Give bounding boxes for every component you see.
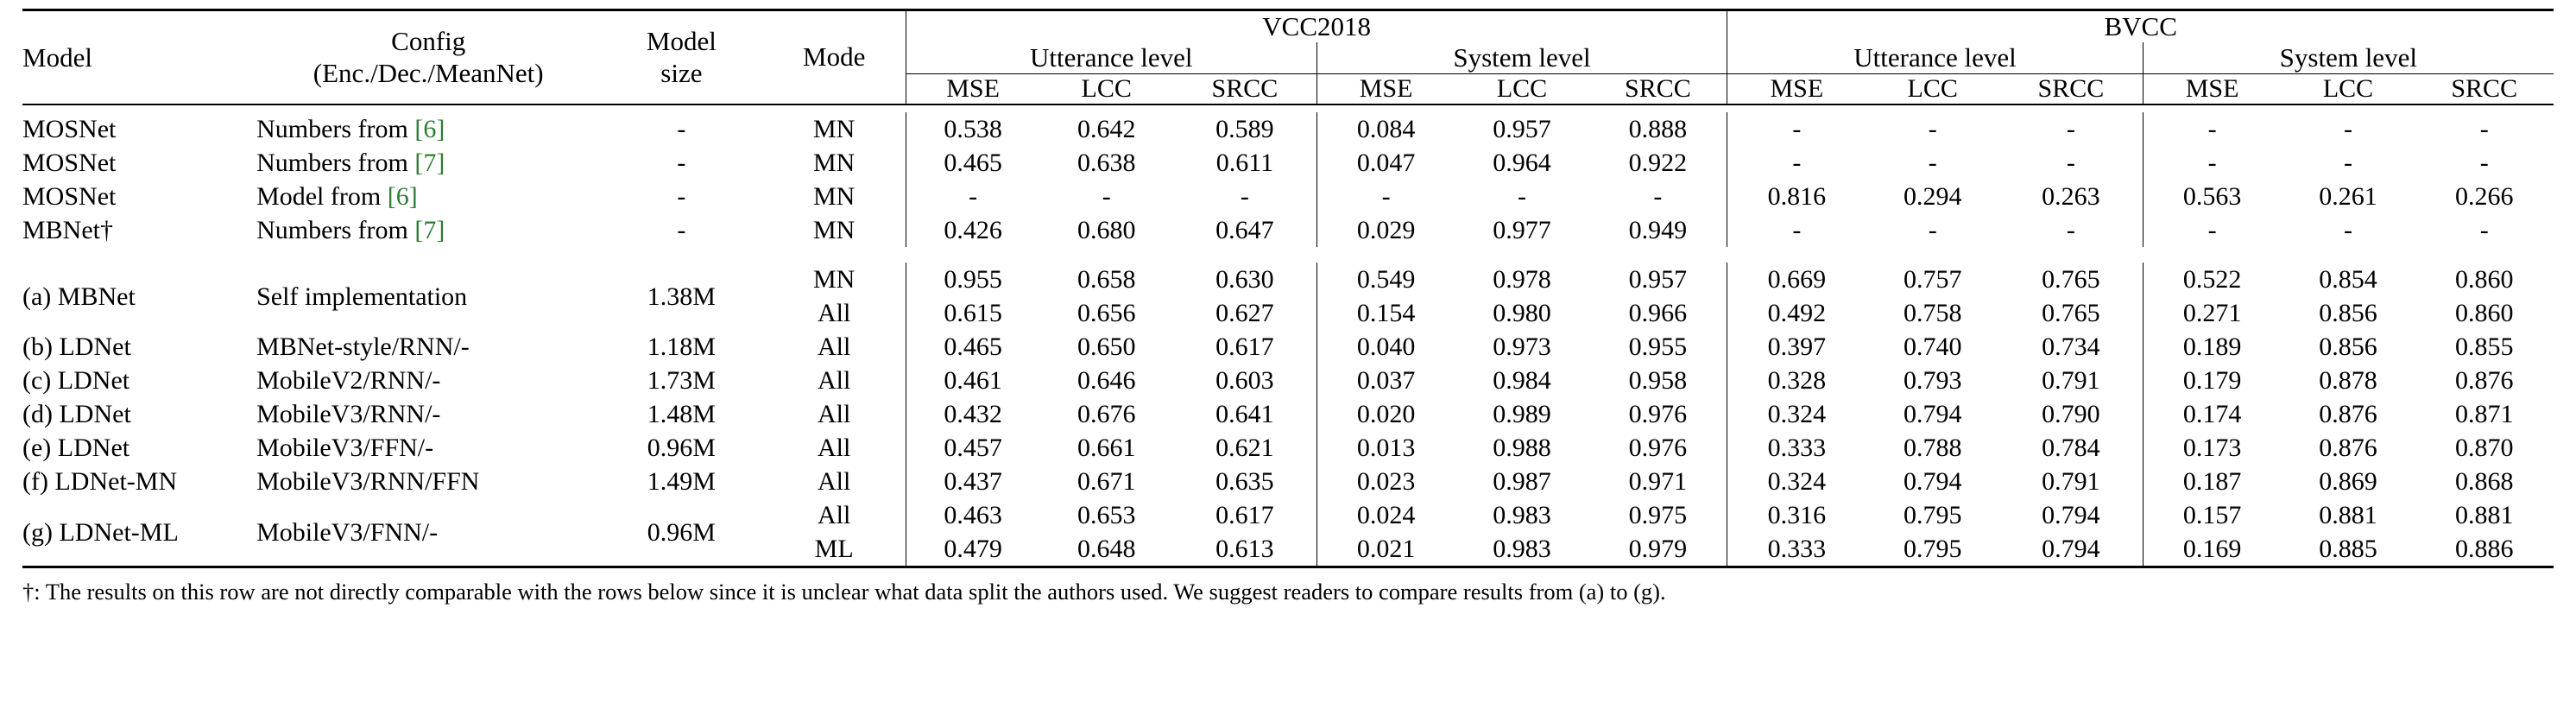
cell-value: - <box>1240 182 1249 211</box>
cell-value: 0.860 <box>2454 265 2514 294</box>
cell-value: 0.613 <box>1215 535 1274 563</box>
cell-value: 0.463 <box>906 498 1039 532</box>
cell-value: 0.084 <box>1316 112 1455 146</box>
cell-value: 0.794 <box>2042 501 2100 529</box>
cell-config: MobileV3/FFN/- <box>256 434 434 462</box>
cell-value: 0.333 <box>1727 431 1866 465</box>
cell-value: 0.641 <box>1215 400 1274 428</box>
cell-value: 0.886 <box>2454 535 2514 563</box>
cell-model-size: - <box>677 115 686 143</box>
cell-value: 0.647 <box>1215 216 1274 244</box>
cell-value: 0.617 <box>1215 501 1274 529</box>
cell-value: 0.538 <box>906 112 1039 146</box>
cell-mode: All <box>817 400 851 428</box>
cell-value: 0.869 <box>2319 467 2377 496</box>
cell-value: 0.871 <box>2454 400 2514 428</box>
header-model-size-line2: size <box>660 57 703 88</box>
cell-value: 0.023 <box>1316 465 1455 498</box>
cell-mode: MN <box>812 216 856 244</box>
cell-value: 0.860 <box>2454 299 2514 327</box>
cell-model: (e) LDNet <box>22 434 130 462</box>
cell-value: 0.611 <box>1215 149 1274 177</box>
header-dataset-vcc2018: VCC2018 <box>906 10 1727 43</box>
table-row <box>22 431 2554 465</box>
cell-value: 0.617 <box>1215 332 1274 361</box>
cell-value: 0.734 <box>2042 332 2100 361</box>
cell-value: 0.955 <box>906 263 1039 296</box>
cell-value: 0.615 <box>906 296 1039 330</box>
cell-value: 0.169 <box>2143 532 2281 567</box>
header-vcc2018-utterance-level: Utterance level <box>906 42 1316 74</box>
cell-model-size: - <box>677 216 686 244</box>
table-row <box>22 397 2554 431</box>
header-metric-bvcc-utt-lcc: LCC <box>1907 74 1958 103</box>
cell-value: - <box>2343 216 2352 244</box>
cell-value: 0.635 <box>1215 467 1274 496</box>
header-model: Model <box>22 10 256 105</box>
cell-value: 0.522 <box>2143 263 2281 296</box>
cell-value: 0.957 <box>1628 265 1688 294</box>
cell-mode: All <box>817 299 851 327</box>
header-metric-vcc-sys-srcc: SRCC <box>1625 74 1691 103</box>
cell-value: 0.973 <box>1493 332 1551 361</box>
cell-value: 0.765 <box>2042 299 2100 327</box>
header-config <box>256 10 600 105</box>
cell-value: 0.669 <box>1727 263 1866 296</box>
table-row <box>22 112 2554 146</box>
cell-model-size: - <box>677 182 686 211</box>
cell-value: 0.816 <box>1727 180 1866 213</box>
cell-model: (g) LDNet-ML <box>22 517 179 547</box>
cell-value: - <box>2066 149 2075 177</box>
cell-value: 0.856 <box>2319 299 2377 327</box>
citation-link[interactable]: [6] <box>387 182 418 211</box>
citation-link[interactable]: [7] <box>414 216 445 244</box>
header-bvcc-system-level: System level <box>2143 42 2554 74</box>
cell-config: MobileV3/RNN/FFN <box>256 467 480 496</box>
cell-value: 0.589 <box>1215 115 1274 143</box>
cell-value: 0.174 <box>2143 397 2281 431</box>
cell-value: 0.013 <box>1316 431 1455 465</box>
table-footnote: †: The results on this row are not directly comparable with the rows below since it is unclear what data split the authors used. We suggest readers to compare results from (a) to (g). <box>22 579 1666 605</box>
cell-model-size: 1.73M <box>647 366 716 395</box>
header-bvcc-utterance-level: Utterance level <box>1727 42 2143 74</box>
cell-value: 0.855 <box>2454 332 2514 361</box>
cell-value: 0.658 <box>1076 265 1136 294</box>
cell-value: 0.671 <box>1076 467 1136 496</box>
cell-value: 0.978 <box>1493 265 1551 294</box>
cell-value: 0.179 <box>2143 364 2281 397</box>
cell-value: - <box>2143 146 2281 180</box>
cell-value: - <box>1102 182 1111 211</box>
cell-value: 0.977 <box>1493 216 1551 244</box>
cell-value: - <box>906 180 1039 213</box>
header-config-line1: Config <box>391 25 466 56</box>
cell-value: - <box>2343 149 2352 177</box>
table-row <box>22 330 2554 364</box>
cell-model: MOSNet <box>22 149 117 177</box>
cell-value: - <box>1928 149 1937 177</box>
cell-mode: MN <box>812 182 856 211</box>
cell-value: 0.648 <box>1076 535 1136 563</box>
cell-value: 0.563 <box>2143 180 2281 213</box>
table-group-proposed <box>22 263 2554 567</box>
cell-mode: All <box>817 332 851 361</box>
cell-value: 0.955 <box>1628 332 1688 361</box>
cell-value: 0.958 <box>1628 366 1688 395</box>
cell-value: 0.627 <box>1215 299 1274 327</box>
cell-config: Numbers from [7] <box>256 149 445 177</box>
cell-config: Self implementation <box>256 282 468 311</box>
cell-value: 0.765 <box>2042 265 2100 294</box>
cell-value: 0.465 <box>906 146 1039 180</box>
cell-value: 0.794 <box>2042 535 2100 563</box>
cell-value: - <box>1316 180 1455 213</box>
cell-value: 0.791 <box>2042 366 2100 395</box>
cell-value: 0.020 <box>1316 397 1455 431</box>
table-group-baselines <box>22 112 2554 247</box>
cell-model-size: 1.38M <box>647 282 716 311</box>
cell-model: MBNet† <box>22 216 113 244</box>
cell-value: 0.040 <box>1316 330 1455 364</box>
header-metric-vcc-utt-srcc: SRCC <box>1211 74 1279 103</box>
results-table <box>22 9 2554 572</box>
cell-value: 0.024 <box>1316 498 1455 532</box>
header-metric-vcc-sys-mse: MSE <box>1316 74 1455 105</box>
cell-value: 0.922 <box>1628 149 1688 177</box>
cell-value: 0.676 <box>1076 400 1136 428</box>
cell-value: 0.757 <box>1903 265 1962 294</box>
table-row <box>22 263 2554 296</box>
cell-value: 0.888 <box>1628 115 1688 143</box>
cell-config: MBNet-style/RNN/- <box>256 332 470 361</box>
cell-value: 0.868 <box>2454 467 2514 496</box>
cell-model: (f) LDNet-MN <box>22 467 178 496</box>
cell-value: 0.795 <box>1903 501 1962 529</box>
cell-config: Model from [6] <box>256 182 418 211</box>
cell-value: 0.426 <box>906 213 1039 247</box>
cell-value: 0.154 <box>1316 296 1455 330</box>
cell-value: 0.878 <box>2319 366 2377 395</box>
cell-value: 0.479 <box>906 532 1039 567</box>
cell-value: 0.885 <box>2319 535 2377 563</box>
header-row-datasets <box>22 10 2554 43</box>
cell-value: 0.324 <box>1727 397 1866 431</box>
cell-value: 0.638 <box>1076 149 1136 177</box>
cell-value: - <box>1727 213 1866 247</box>
cell-value: 0.971 <box>1628 467 1688 496</box>
header-metric-vcc-sys-lcc: LCC <box>1496 74 1548 103</box>
citation-link[interactable]: [6] <box>414 115 445 143</box>
cell-value: 0.263 <box>2042 182 2100 211</box>
cell-model: (d) LDNet <box>22 400 131 428</box>
cell-value: 0.650 <box>1076 332 1136 361</box>
header-model-size <box>600 10 762 105</box>
cell-mode: MN <box>812 265 856 294</box>
header-mode: Mode <box>762 10 906 105</box>
cell-value: 0.979 <box>1628 535 1688 563</box>
cell-value: 0.975 <box>1628 501 1688 529</box>
cell-value: 0.457 <box>906 431 1039 465</box>
cell-config: MobileV3/RNN/- <box>256 400 441 428</box>
cell-value: - <box>1928 115 1937 143</box>
table-row <box>22 213 2554 247</box>
cell-model-size: 0.96M <box>647 517 716 547</box>
cell-value: - <box>2479 149 2489 177</box>
cell-value: - <box>1653 182 1663 211</box>
cell-value: 0.437 <box>906 465 1039 498</box>
cell-value: 0.630 <box>1215 265 1274 294</box>
cell-mode: All <box>817 366 851 395</box>
cell-value: 0.988 <box>1493 434 1551 462</box>
cell-value: 0.465 <box>906 330 1039 364</box>
cell-value: 0.157 <box>2143 498 2281 532</box>
cell-value: 0.029 <box>1316 213 1455 247</box>
cell-model: (c) LDNet <box>22 366 130 395</box>
cell-mode: All <box>817 501 851 529</box>
cell-value: 0.794 <box>1903 467 1962 496</box>
cell-mode: MN <box>812 149 856 177</box>
cell-value: 0.983 <box>1493 535 1551 563</box>
header-dataset-bvcc: BVCC <box>1727 10 2554 43</box>
cell-value: 0.189 <box>2143 330 2281 364</box>
citation-link[interactable]: [7] <box>414 149 445 177</box>
header-metric-bvcc-sys-srcc: SRCC <box>2451 74 2518 103</box>
cell-value: - <box>1727 146 1866 180</box>
cell-value: 0.870 <box>2454 434 2514 462</box>
header-config-line2: (Enc./Dec./MeanNet) <box>313 57 544 88</box>
group-gap <box>22 247 2554 263</box>
cell-value: 0.432 <box>906 397 1039 431</box>
cell-value: 0.680 <box>1076 216 1136 244</box>
cell-model: MOSNet <box>22 182 117 211</box>
cell-model: (a) MBNet <box>22 282 136 311</box>
cell-mode: All <box>817 467 851 496</box>
cell-value: 0.957 <box>1493 115 1551 143</box>
cell-value: 0.984 <box>1493 366 1551 395</box>
table-row <box>22 498 2554 532</box>
cell-value: 0.047 <box>1316 146 1455 180</box>
cell-value: 0.964 <box>1493 149 1551 177</box>
table-row <box>22 146 2554 180</box>
cell-value: 0.983 <box>1493 501 1551 529</box>
cell-value: 0.795 <box>1903 535 1962 563</box>
cell-value: - <box>2143 112 2281 146</box>
cell-value: 0.976 <box>1628 400 1688 428</box>
header-metric-vcc-utt-mse: MSE <box>906 74 1039 105</box>
header-metric-bvcc-utt-mse: MSE <box>1727 74 1866 105</box>
cell-value: 0.794 <box>1903 400 1962 428</box>
cell-value: - <box>1928 216 1937 244</box>
cell-value: 0.791 <box>2042 467 2100 496</box>
cell-model-size: 1.49M <box>647 467 716 496</box>
cell-value: 0.793 <box>1903 366 1962 395</box>
cell-value: 0.758 <box>1903 299 1962 327</box>
cell-value: 0.980 <box>1493 299 1551 327</box>
cell-value: 0.987 <box>1493 467 1551 496</box>
cell-value: 0.549 <box>1316 263 1455 296</box>
cell-value: 0.603 <box>1215 366 1274 395</box>
cell-mode: MN <box>812 115 856 143</box>
cell-model: (b) LDNet <box>22 332 131 361</box>
cell-value: 0.621 <box>1215 434 1274 462</box>
cell-value: 0.876 <box>2319 434 2377 462</box>
cell-value: 0.646 <box>1076 366 1136 395</box>
cell-mode: ML <box>814 535 854 563</box>
cell-value: 0.021 <box>1316 532 1455 567</box>
cell-value: 0.294 <box>1903 182 1962 211</box>
cell-value: - <box>2066 216 2075 244</box>
cell-mode: All <box>817 434 851 462</box>
cell-value: - <box>1517 182 1526 211</box>
cell-value: 0.976 <box>1628 434 1688 462</box>
cell-value: - <box>2479 216 2489 244</box>
cell-value: 0.788 <box>1903 434 1962 462</box>
cell-value: 0.173 <box>2143 431 2281 465</box>
cell-config: Numbers from [6] <box>256 115 445 143</box>
header-metric-vcc-utt-lcc: LCC <box>1081 74 1132 103</box>
header-model-size-line1: Model <box>646 25 717 56</box>
cell-value: 0.266 <box>2454 182 2514 211</box>
cell-value: 0.784 <box>2042 434 2100 462</box>
cell-value: 0.461 <box>906 364 1039 397</box>
cell-value: 0.653 <box>1076 501 1136 529</box>
cell-value: 0.316 <box>1727 498 1866 532</box>
cell-model: MOSNet <box>22 115 117 143</box>
header-metric-bvcc-utt-srcc: SRCC <box>2037 74 2105 103</box>
cell-value: 0.333 <box>1727 532 1866 567</box>
cell-value: 0.661 <box>1076 434 1136 462</box>
cell-value: 0.324 <box>1727 465 1866 498</box>
header-metric-bvcc-sys-lcc: LCC <box>2322 74 2374 103</box>
cell-model-size: 0.96M <box>647 434 716 462</box>
cell-value: 0.790 <box>2042 400 2100 428</box>
cell-model-size: 1.48M <box>647 400 716 428</box>
cell-value: 0.642 <box>1076 115 1136 143</box>
cell-value: 0.876 <box>2319 400 2377 428</box>
rule-after-header <box>22 104 2554 112</box>
cell-value: 0.271 <box>2143 296 2281 330</box>
cell-value: 0.854 <box>2319 265 2377 294</box>
cell-value: 0.966 <box>1628 299 1688 327</box>
cell-value: 0.037 <box>1316 364 1455 397</box>
cell-value: - <box>2479 115 2489 143</box>
cell-value: 0.187 <box>2143 465 2281 498</box>
cell-value: 0.328 <box>1727 364 1866 397</box>
cell-value: 0.261 <box>2319 182 2377 211</box>
cell-value: - <box>1727 112 1866 146</box>
cell-model-size: - <box>677 149 686 177</box>
cell-value: - <box>2066 115 2075 143</box>
cell-value: 0.856 <box>2319 332 2377 361</box>
cell-config: MobileV3/FNN/- <box>256 517 439 547</box>
cell-value: - <box>2343 115 2352 143</box>
table-row <box>22 180 2554 213</box>
table-row <box>22 465 2554 498</box>
cell-value: 0.740 <box>1903 332 1962 361</box>
cell-model-size: 1.18M <box>647 332 716 361</box>
cell-value: 0.492 <box>1727 296 1866 330</box>
cell-value: 0.876 <box>2454 366 2514 395</box>
table-row <box>22 364 2554 397</box>
cell-value: 0.881 <box>2454 501 2514 529</box>
cell-value: 0.656 <box>1076 299 1136 327</box>
header-vcc2018-system-level: System level <box>1316 42 1727 74</box>
header-metric-bvcc-sys-mse: MSE <box>2143 74 2281 105</box>
cell-value: - <box>2143 213 2281 247</box>
cell-value: 0.881 <box>2319 501 2377 529</box>
cell-config: Numbers from [7] <box>256 216 445 244</box>
cell-value: 0.989 <box>1493 400 1551 428</box>
cell-value: 0.949 <box>1628 216 1688 244</box>
cell-config: MobileV2/RNN/- <box>256 366 441 395</box>
cell-value: 0.397 <box>1727 330 1866 364</box>
